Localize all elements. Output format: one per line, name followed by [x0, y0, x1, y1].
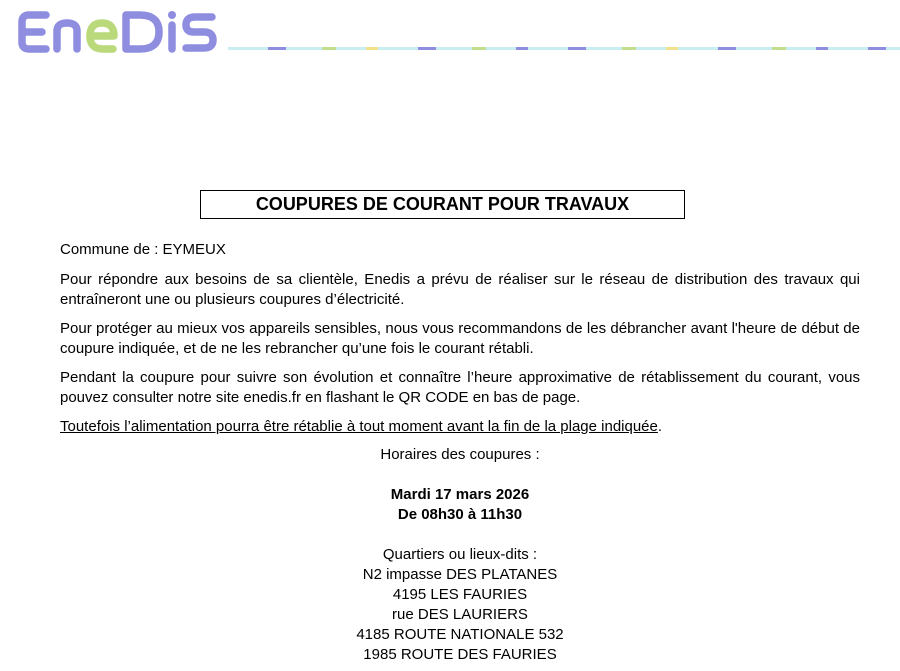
outage-date: Mardi 17 mars 2026: [390, 486, 530, 503]
commune-line: Commune de : EYMEUX: [60, 241, 226, 258]
location-item: N2 impasse DES PLATANES: [362, 566, 558, 583]
warning-period: .: [657, 418, 663, 435]
location-item: 4195 LES FAURIES: [392, 586, 528, 603]
header-divider: [228, 47, 900, 50]
notice-body: [60, 240, 860, 665]
protection-paragraph: Pour protéger au mieux vos appareils sensibles, nous vous recommandons de les débrancher avant l'heure de début de coupure indiquée, et de ne les rebrancher qu’une fois le courant rétabli.: [60, 320, 860, 357]
intro-paragraph: Pour répondre aux besoins de sa clientèle, Enedis a prévu de réaliser sur le réseau de distribution des travaux qui entraîneront une ou plusieurs coupures d’électricité.: [60, 271, 860, 308]
locations-heading: Quartiers ou lieux-dits :: [382, 546, 538, 563]
warning-line: [60, 417, 860, 437]
enedis-logo: [16, 6, 218, 56]
location-item: 1985 ROUTE DES FAURIES: [363, 646, 557, 663]
outage-time: De 08h30 à 11h30: [397, 506, 523, 523]
schedule-heading: Horaires des coupures :: [380, 446, 540, 463]
warning-text: Toutefois l’alimentation pourra être rétablie à tout moment avant la fin de la plage indiquée: [60, 418, 658, 435]
notice-title: COUPURES DE COURANT POUR TRAVAUX: [200, 190, 685, 219]
location-item: rue DES LAURIERS: [392, 606, 528, 623]
location-item: 4185 ROUTE NATIONALE 532: [356, 626, 564, 643]
tracking-paragraph: Pendant la coupure pour suivre son évolution et connaître l’heure approximative de rétablissement du courant, vous pouvez consulter notre site enedis.fr en flashant le QR CODE en bas de page.: [60, 369, 860, 406]
